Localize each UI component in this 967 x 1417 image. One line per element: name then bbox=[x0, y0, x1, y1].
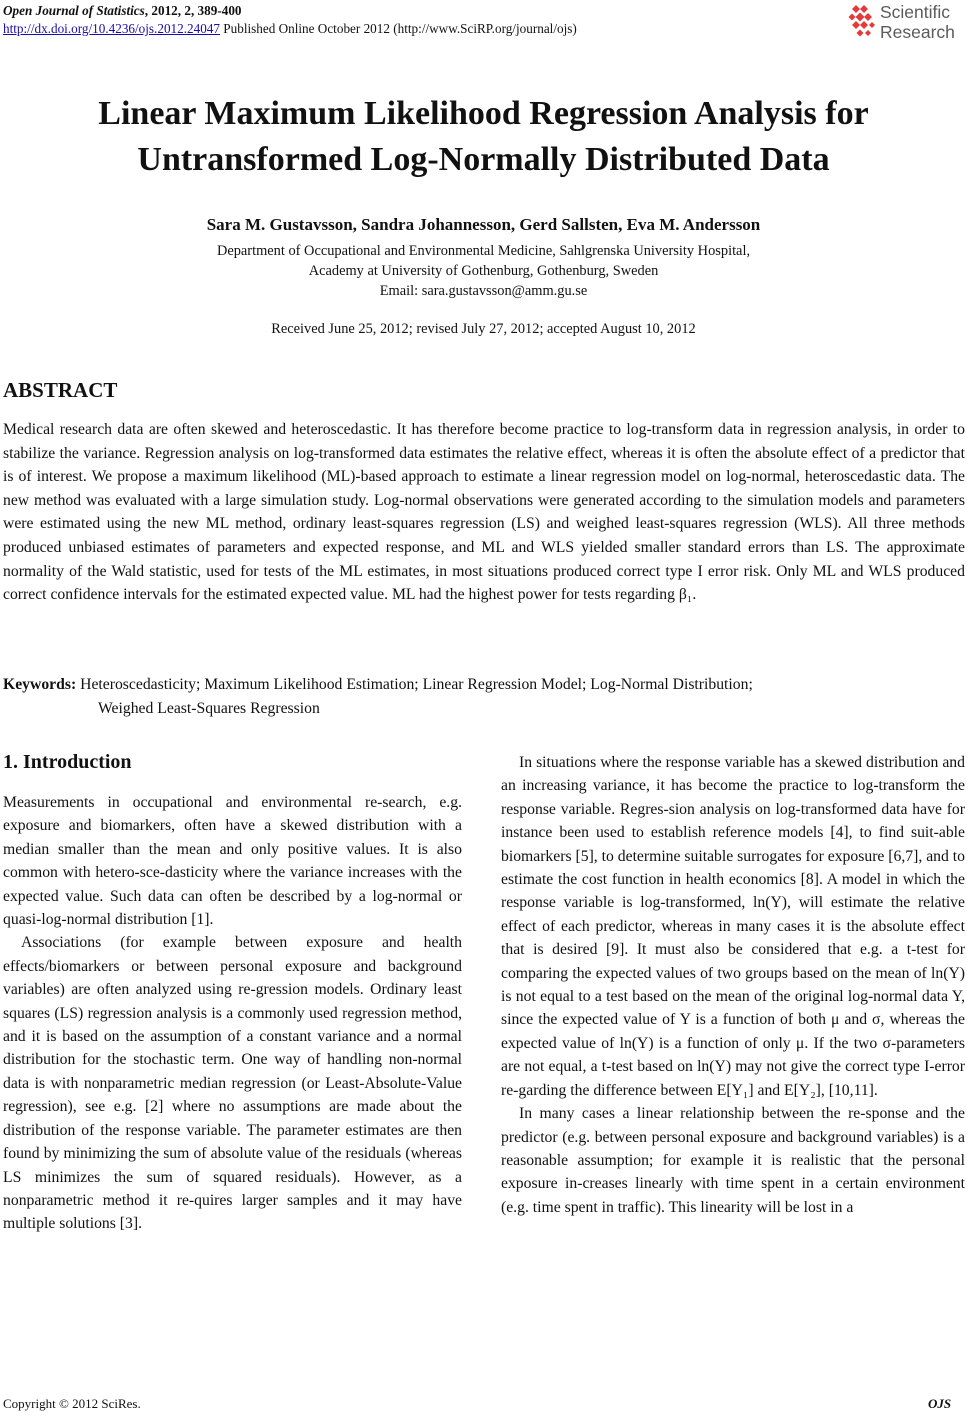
logo-line1: Scientific bbox=[880, 2, 951, 22]
copyright-notice: Copyright © 2012 SciRes. bbox=[3, 1396, 141, 1411]
publisher-logo-icon bbox=[848, 5, 878, 39]
logo-text bbox=[880, 2, 955, 42]
published-online-text: Published Online October 2012 (http://www.SciRP.org/journal/ojs) bbox=[220, 21, 577, 36]
received-dates: Received June 25, 2012; revised July 27, 2012; accepted August 10, 2012 bbox=[271, 321, 696, 337]
keywords-list: Heteroscedasticity; Maximum Likelihood Estimation; Linear Regression Model; Log-Normal Distribution; bbox=[76, 676, 753, 693]
authors: Sara M. Gustavsson, Sandra Johannesson, Gerd Sallsten, Eva M. Andersson bbox=[206, 215, 761, 234]
scientific-research-logo bbox=[848, 2, 966, 44]
affiliation-line2: Academy at University of Gothenburg, Gothenburg, Sweden bbox=[308, 263, 659, 279]
keywords-line1 bbox=[3, 673, 965, 697]
logo-diamond bbox=[857, 30, 864, 37]
paragraph: Associations (for example between exposure and health effects/biomarkers or between personal exposure and background variables) are often analyzed using re-gression models. Ordinary least squares (LS) regression analysis is a commonly used regression method, and it is based on the assumption of a constant variance and a normal distribution for the stochastic term. One way of handling non-normal data is with nonparametric median regression (or Least-Absolute-Value regression), see e.g. [2] where no assumptions are made about the distribution of the response variable. The parameter estimates are then found by minimizing the sum of absolute value of the residuals (whereas LS minimizes the sum of squared residuals). However, as a nonparametric method it re-quires larger samples and it may have multiple solutions [3]. bbox=[3, 934, 462, 1233]
paragraph: In situations where the response variable has a skewed distribution and an increasing variance, it has become the practice to log-transform the response variable. Regres-sion analysis on log-transformed data have for instance been used to establish reference models [4], to find suit-able biomarkers [5], to determine suitable surrogates for exposure [6,7], and to estimate the cost function in health economics [8]. A model in which the response variable is log-transformed, ln(Y), will estimate the relative effect of each predictor, whereas in many cases it is the absolute effect that is desired [9]. It must also be considered that e.g. a t-test for comparing the expected values of two groups based on the mean of ln(Y) is not equal to a test based on the mean of the original log-normal data Y, since the expected value of Y is a function of both μ and σ, whereas the expected value of ln(Y) is a function of only μ. If the two σ-parameters are not equal, a t-test based on ln(Y) may not give the correct type I-error re-garding the difference between E[Y₁] and E[Y₂], [10,11]. bbox=[501, 754, 965, 1099]
journal-name: Open Journal of Statistics bbox=[3, 3, 145, 18]
journal-citation bbox=[3, 2, 577, 20]
logo-diamond bbox=[869, 22, 875, 28]
section-heading-introduction: 1. Introduction bbox=[3, 751, 132, 773]
abstract-heading: ABSTRACT bbox=[3, 378, 118, 402]
author-email: Email: sara.gustavsson@amm.gu.se bbox=[379, 283, 588, 299]
publication-line bbox=[3, 20, 577, 38]
paragraph: In many cases a linear relationship between the re-sponse and the predictor (e.g. between personal exposure and background variables) is a reasonable assumption; for example it is realistic that the personal exposure in-creases linearly with time spent in a certain environment (e.g. time spent in traffic). This linearity will be lost in a bbox=[501, 1105, 965, 1216]
title-line1: Linear Maximum Likelihood Regression Analysis for bbox=[98, 95, 869, 132]
keywords bbox=[3, 673, 965, 720]
logo-diamond bbox=[860, 21, 868, 29]
journal-issue: , 2012, 2, 389-400 bbox=[144, 3, 242, 18]
left-column bbox=[3, 791, 462, 1236]
logo-diamond bbox=[849, 14, 856, 21]
logo-diamond bbox=[852, 5, 860, 13]
paper-title bbox=[0, 91, 967, 183]
paragraph: Measurements in occupational and environmental re-search, e.g. exposure and biomarkers, often have a skewed distribution with a median smaller than the mean and only positive values. It is also common with hetero-sce-dasticity where the variance increases with the expected value. Such data can often be described by a log-normal or quasi-log-normal distribution [1]. bbox=[3, 794, 462, 929]
affiliation-line1: Department of Occupational and Environmental Medicine, Sahlgrenska University Hospital, bbox=[216, 243, 751, 259]
logo-line2: Research bbox=[880, 22, 955, 42]
logo-diamond bbox=[864, 13, 872, 21]
keywords-line2: Weighed Least-Squares Regression bbox=[98, 699, 320, 717]
logo-diamond bbox=[860, 5, 868, 13]
affiliation bbox=[0, 241, 967, 301]
right-column bbox=[501, 751, 965, 1219]
logo-diamond bbox=[856, 13, 865, 22]
keywords-label: Keywords: bbox=[3, 676, 77, 693]
title-line2: Untransformed Log-Normally Distributed Data bbox=[137, 141, 830, 178]
logo-diamond bbox=[852, 21, 860, 29]
journal-abbreviation: OJS bbox=[928, 1396, 952, 1411]
doi-link[interactable]: http://dx.doi.org/10.4236/ojs.2012.24047 bbox=[3, 21, 220, 36]
abstract-text: Medical research data are often skewed and heteroscedastic. It has therefore become practice to log-transform data in regression analysis, in order to stabilize the variance. Regression analysis on log-transformed data estimates the relative effect, whereas it is often the absolute effect of a predictor that is of interest. We propose a maximum likelihood (ML)-based approach to estimate a linear regression model on log-normal, heteroscedastic data. The new method was evaluated with a large simulation study. Log-normal observations were generated according to the simulation models and parameters were estimated using the new ML method, ordinary least-squares regression (LS) and weighed least-squares regression (WLS). All three methods produced unbiased estimates of parameters and expected response, and ML and WLS yielded smaller standard errors than LS. The approximate normality of the Wald statistic, used for tests of the ML estimates, in most situations produced correct type I error risk. Only ML and WLS produced correct confidence intervals for the estimated expected value. ML had the highest power for tests regarding β₁. bbox=[3, 421, 965, 604]
journal-header bbox=[3, 2, 577, 38]
logo-diamond bbox=[865, 30, 871, 36]
